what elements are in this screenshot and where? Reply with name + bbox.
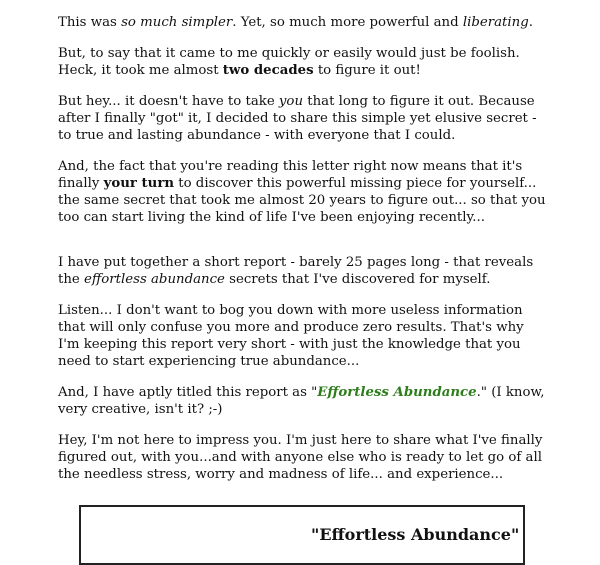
report-title-box [79,505,525,565]
emphasis-so-much-simpler: so much simpler [121,15,233,30]
sales-letter-body [58,14,546,497]
paragraph-two-decades: But, to say that it came to me quickly or easily would just be foolish. Heck, it took me almost two decades to figure it out! [58,46,520,78]
paragraph-spacer [58,240,546,254]
paragraph-listen: Listen... I don't want to bog you down with more useless information that will only confuse you more and produce zero results. That's why I'm keeping this report very short - with just the knowledge that you need to start experiencing true abundance... [58,303,524,369]
paragraph-your-turn: And, the fact that you're reading this letter right now means that it's finally your turn to discover this powerful missing piece for yourself... the same secret that took me almost 20 years to figure out... so that you too can start living the kind of life I've been enjoying recently... [58,159,546,225]
paragraph-not-here-to-impress: Hey, I'm not here to impress you. I'm just here to share what I've finally figured out, with you...and with anyone else who is ready to let go of all the needless stress, worry and madness of life... and experience... [58,433,543,482]
report-box-title: "Effortless Abundance" [311,525,520,544]
bold-your-turn: your turn [103,176,174,191]
cut-off-previous-line [58,0,538,4]
emphasis-effortless-abundance: effortless abundance [84,272,225,287]
paragraph-simpler: This was so much simpler. Yet, so much more powerful and liberating. [58,15,533,30]
bold-two-decades: two decades [222,63,314,78]
emphasis-you: you [278,94,304,109]
paragraph-share-secret: But hey... it doesn't have to take you that long to figure it out. Because after I finally "got" it, I decided to share this simple yet elusive secret - to true and lasting abundance - with everyone that I could. [58,94,537,143]
paragraph-short-report: I have put together a short report - barely 25 pages long - that reveals the effortless abundance secrets that I've discovered for myself. [58,255,534,287]
emphasis-liberating: liberating [462,15,529,30]
paragraph-report-title: And, I have aptly titled this report as "Effortless Abundance." (I know, very creative, isn't it? ;-) [58,385,545,417]
highlight-effortless-abundance: Effortless Abundance [317,385,477,400]
